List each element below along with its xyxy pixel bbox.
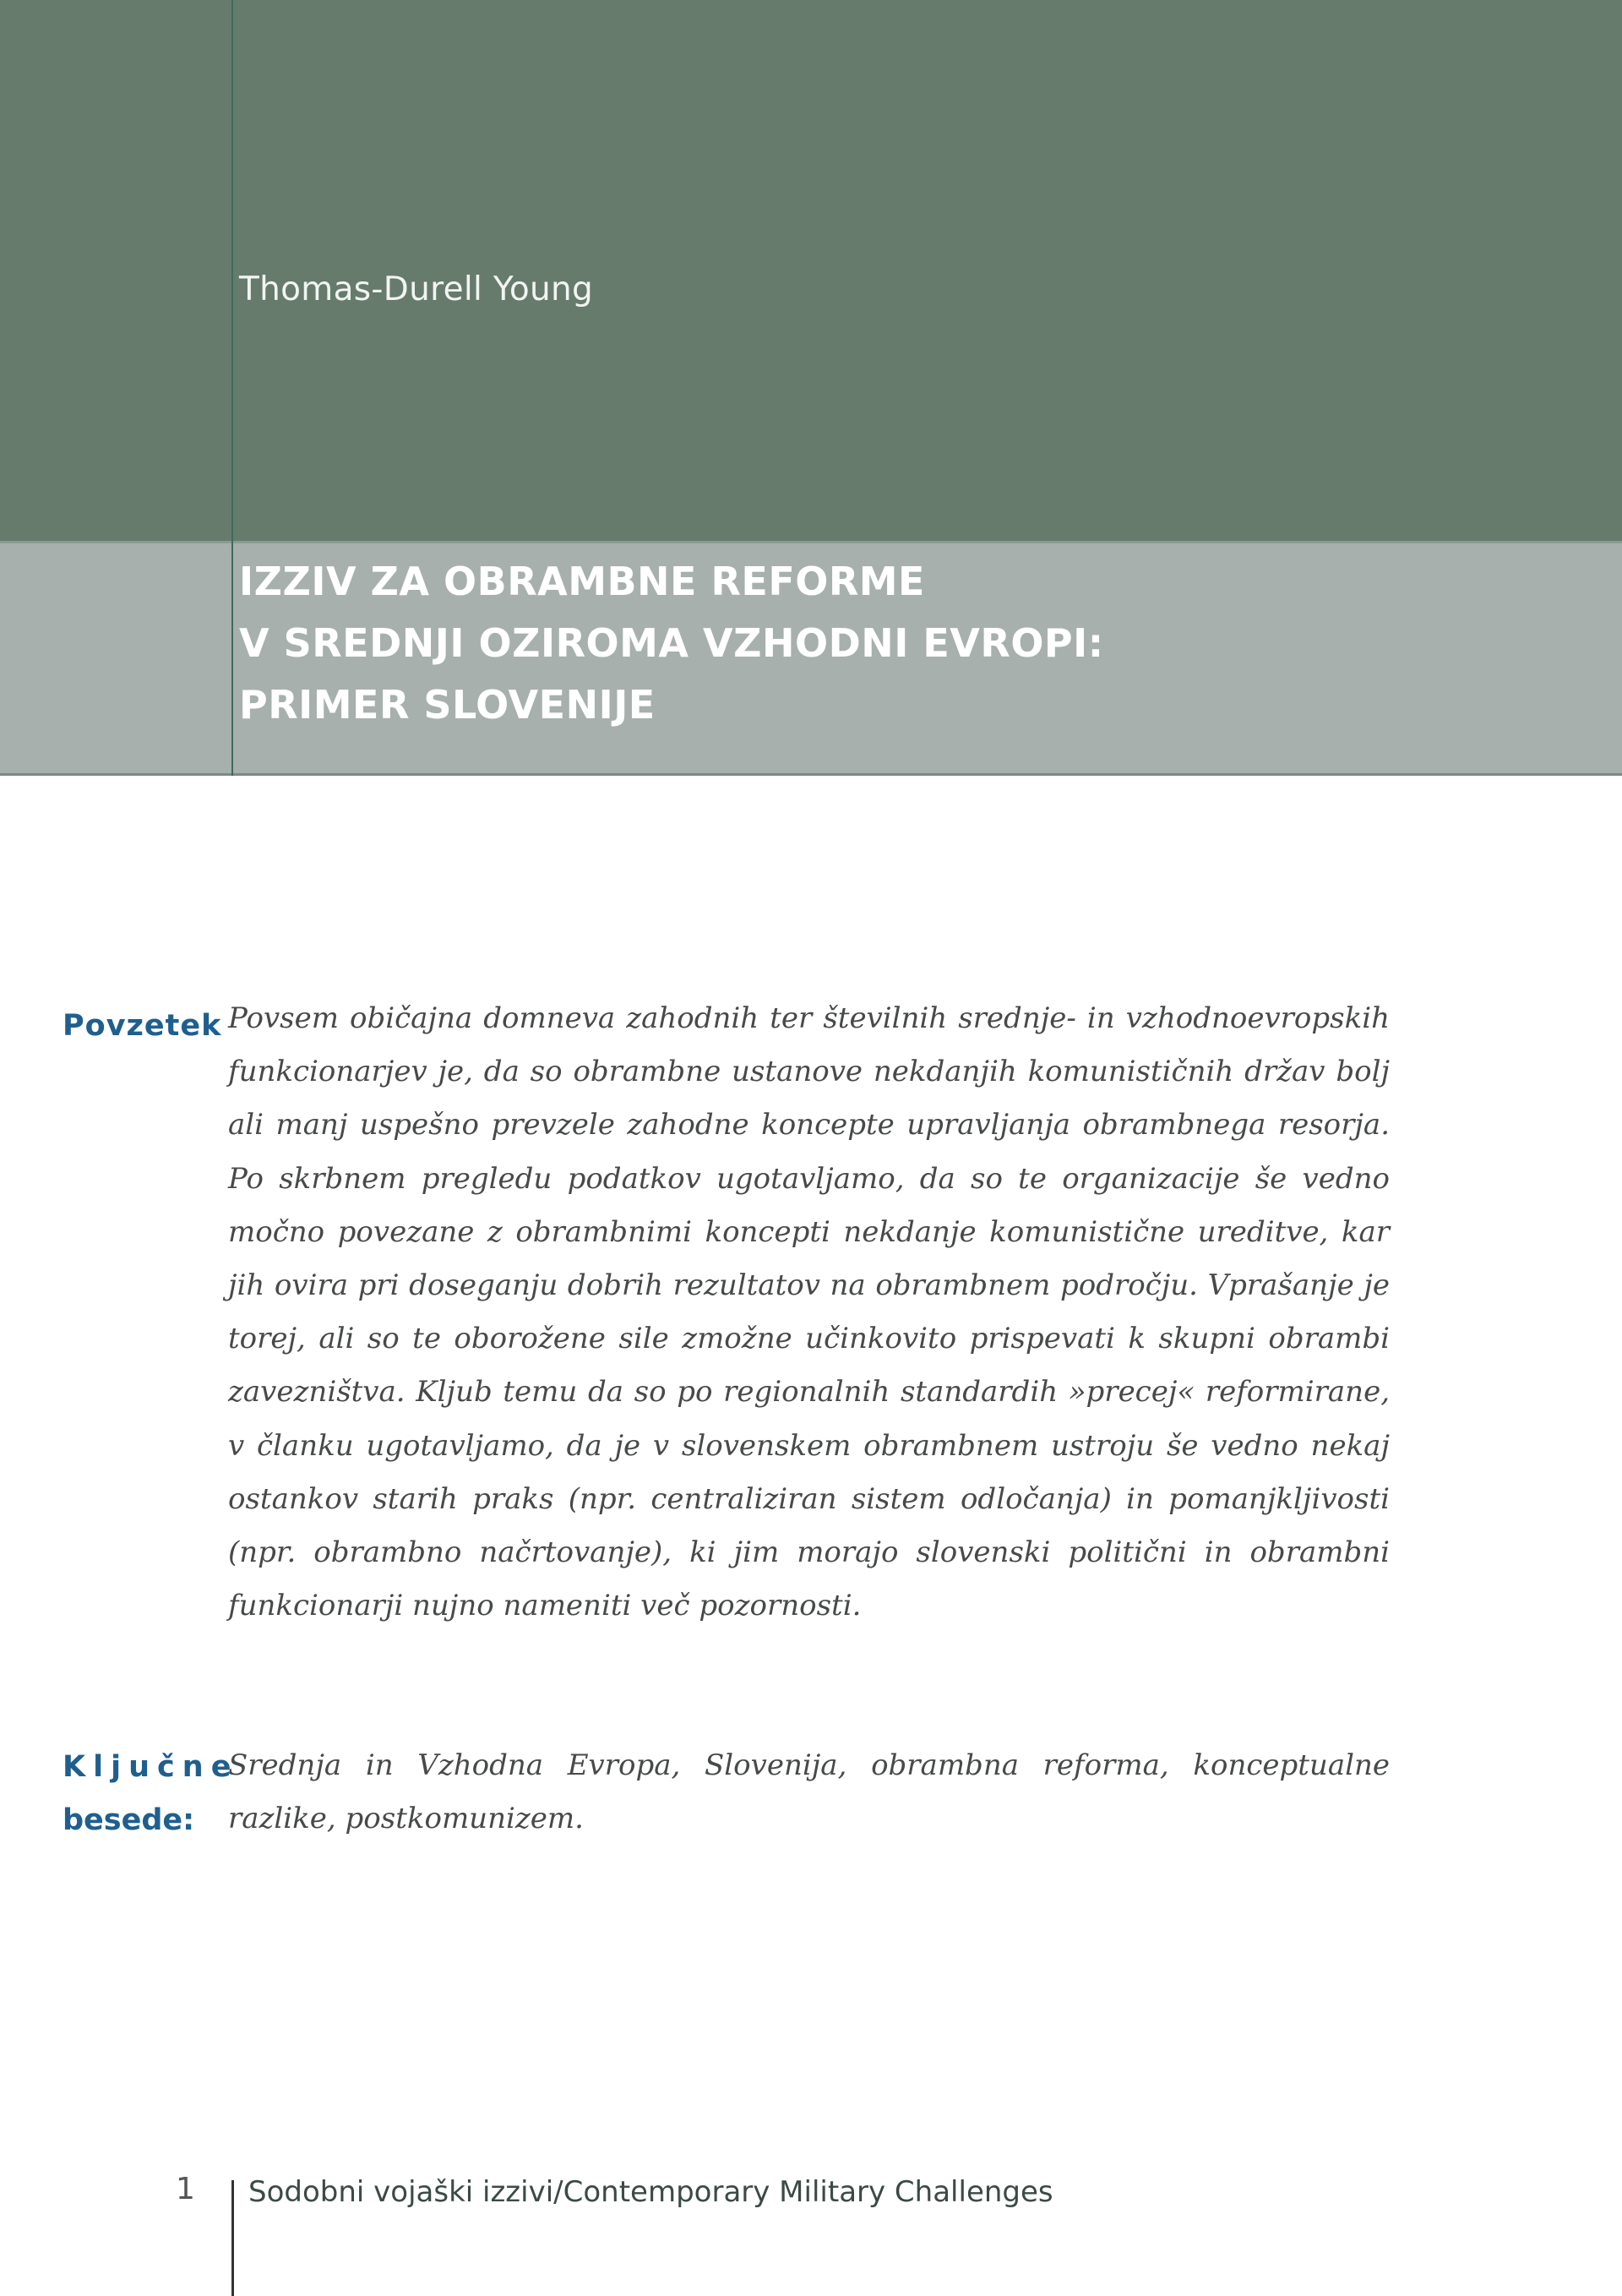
title-line-1: IZZIV ZA OBRAMBNE REFORME	[239, 559, 925, 604]
page-number: 1	[176, 2172, 195, 2206]
footer-vertical-rule	[231, 2180, 234, 2296]
keywords-label-line-1: Ključne	[63, 1750, 239, 1784]
summary-text: Povsem običajna domneva zahodnih ter številnih srednje- in vzhodnoevropskih funkcionarjev je, da so obrambne ustanove nekdanjih komunističnih držav bolj ali manj uspešno prevzele zahodne koncepte upravljanja obrambnega resorja. Po skrbnem pregledu podatkov ugotavljamo, da so te organizacije še vedno močno povezane z obrambnimi koncepti nekdanje komunistične ureditve, kar jih ovira pri doseganju dobrih rezultatov na obrambnem področju. Vprašanje je torej, ali so te oborožene sile zmožne učinkovito prispevati k skupni obrambi zavezništva. Kljub temu da so po regionalnih standardih »precej« reformirane, v članku ugotavljamo, da je v slovenskem obrambnem ustroju še vedno nekaj ostankov starih praks (npr. centraliziran sistem odločanja) in pomanjkljivosti (npr. obrambno načrtovanje), ki jim morajo slovenski politični in obrambni funkcionarji nujno nameniti več pozornosti.	[228, 1001, 1390, 1623]
article-title	[239, 551, 1506, 736]
title-line-2: V SREDNJI OZIROMA VZHODNI EVROPI:	[239, 620, 1104, 666]
summary-label: Povzetek	[63, 1009, 222, 1043]
keywords-label	[63, 1741, 238, 1847]
author-name: Thomas-Durell Young	[239, 270, 594, 308]
keywords-text: Srednja in Vzhodna Evropa, Slovenija, obrambna reforma, konceptualne razlike, postkomunizem.	[228, 1748, 1390, 1836]
journal-title: Sodobni vojaški izzivi/Contemporary Military Challenges	[248, 2175, 1053, 2209]
header-vertical-rule	[231, 0, 233, 776]
keywords-label-line-2: besede:	[63, 1803, 195, 1837]
title-line-3: PRIMER SLOVENIJE	[239, 682, 656, 728]
